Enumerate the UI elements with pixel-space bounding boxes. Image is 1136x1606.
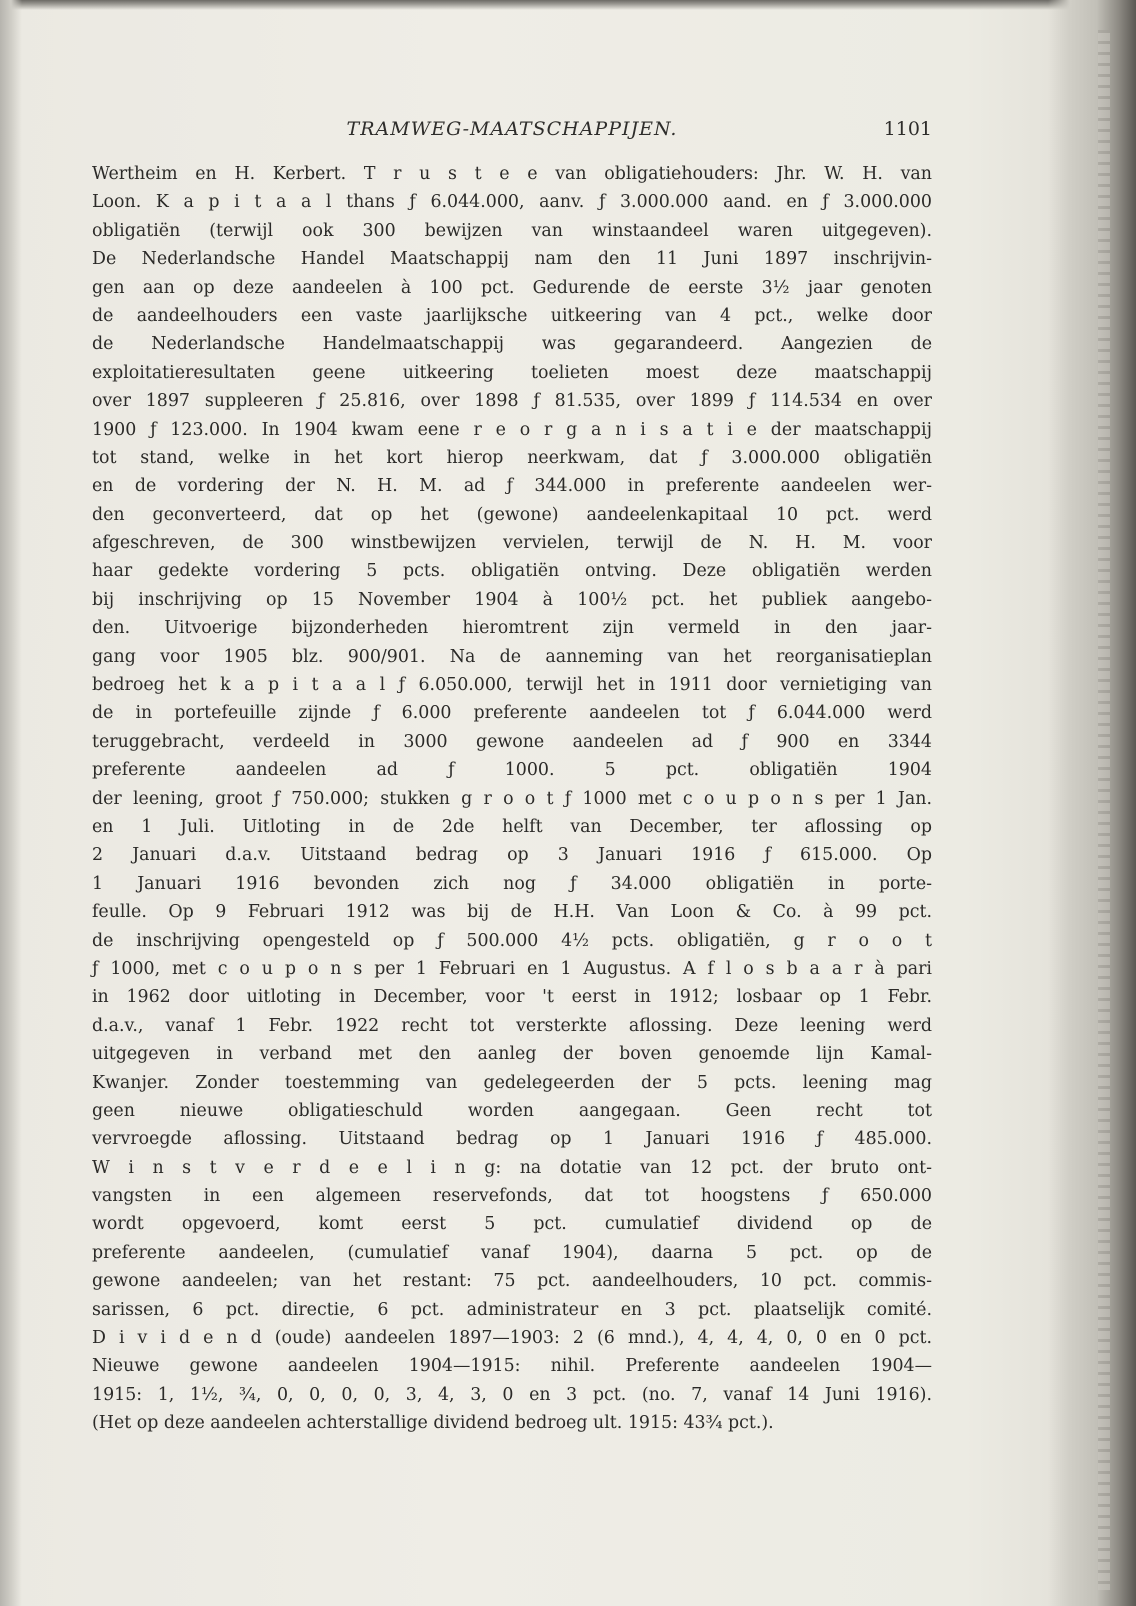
text-line: W i n s t v e r d e e l i n g: na dotatie van 12 pct. der bruto ont- (92, 1157, 932, 1178)
text-line: (Het op deze aandeelen achterstallige dividend bedroeg ult. 1915: 43¾ pct.). (92, 1413, 774, 1434)
text-line: en 1 Juli. Uitloting in de 2de helft van December, ter aflossing op (92, 816, 932, 837)
text-line: 1 Januari 1916 bevonden zich nog ƒ 34.000 obligatiën in porte- (92, 873, 932, 894)
page-header (92, 118, 932, 148)
text-line: d.a.v., vanaf 1 Febr. 1922 recht tot versterkte aflossing. Deze leening werd (92, 1015, 932, 1036)
text-line: exploitatieresultaten geene uitkeering toelieten moest deze maatschappij (92, 362, 932, 383)
text-line: 2 Januari d.a.v. Uitstaand bedrag op 3 Januari 1916 ƒ 615.000. Op (92, 845, 932, 866)
text-line: vervroegde aflossing. Uitstaand bedrag op 1 Januari 1916 ƒ 485.000. (92, 1129, 932, 1150)
text-line: geen nieuwe obligatieschuld worden aangegaan. Geen recht tot (92, 1100, 932, 1121)
text-line: feulle. Op 9 Februari 1912 was bij de H.H. Van Loon & Co. à 99 pct. (92, 902, 932, 923)
text-line: 1900 ƒ 123.000. In 1904 kwam eene r e o r g a n i s a t i e der maatschappij (92, 419, 932, 440)
text-line: gewone aandeelen; van het restant: 75 pct. aandeelhouders, 10 pct. commis- (92, 1271, 932, 1292)
text-line: 1915: 1, 1½, ¾, 0, 0, 0, 0, 3, 4, 3, 0 en 3 pct. (no. 7, vanaf 14 Juni 1916). (92, 1384, 932, 1405)
text-line: bedroeg het k a p i t a a l ƒ 6.050.000, terwijl het in 1911 door vernietiging van (92, 675, 932, 696)
text-line: gang voor 1905 blz. 900/901. Na de aanneming van het reorganisatieplan (92, 646, 932, 667)
text-line: uitgegeven in verband met den aanleg der boven genoemde lijn Kamal- (92, 1044, 932, 1065)
text-line: Nieuwe gewone aandeelen 1904—1915: nihil. Preferente aandeelen 1904— (92, 1356, 932, 1377)
text-line: der leening, groot ƒ 750.000; stukken g r o o t ƒ 1000 met c o u p o n s per 1 Jan. (92, 788, 932, 809)
adjacent-page-edge (1098, 30, 1110, 1590)
text-line: den. Uitvoerige bijzonderheden hieromtrent zijn vermeld in den jaar- (92, 618, 932, 639)
text-line: bij inschrijving op 15 November 1904 à 100½ pct. het publiek aangebo- (92, 589, 932, 610)
running-title: TRAMWEG-MAATSCHAPPIJEN. (346, 118, 678, 140)
text-line: vangsten in een algemeen reservefonds, dat tot hoogstens ƒ 650.000 (92, 1186, 932, 1207)
page-number: 1101 (883, 118, 932, 140)
text-line: preferente aandeelen ad ƒ 1000. 5 pct. obligatiën 1904 (92, 760, 932, 781)
text-line: de aandeelhouders een vaste jaarlijksche uitkeering van 4 pct., welke door (92, 305, 932, 326)
text-line: in 1962 door uitloting in December, voor 't eerst in 1912; losbaar op 1 Febr. (92, 987, 932, 1008)
text-line: de Nederlandsche Handelmaatschappij was gegarandeerd. Aangezien de (92, 334, 932, 355)
text-line: gen aan op deze aandeelen à 100 pct. Gedurende de eerste 3½ jaar genoten (92, 277, 932, 298)
text-line: obligatiën (terwijl ook 300 bewijzen van winstaandeel waren uitgegeven). (92, 220, 932, 241)
text-line: teruggebracht, verdeeld in 3000 gewone aandeelen ad ƒ 900 en 3344 (92, 731, 932, 752)
page-top-shadow (0, 0, 1136, 10)
text-line: de inschrijving opengesteld op ƒ 500.000 4½ pcts. obligatiën, g r o o t (92, 930, 932, 951)
text-line: den geconverteerd, dat op het (gewone) aandeelenkapitaal 10 pct. werd (92, 504, 932, 525)
page-left-edge (0, 0, 22, 1606)
text-line: Loon. K a p i t a a l thans ƒ 6.044.000, aanv. ƒ 3.000.000 aand. en ƒ 3.000.000 (92, 192, 932, 213)
text-line: wordt opgevoerd, komt eerst 5 pct. cumulatief dividend op de (92, 1214, 932, 1235)
text-line: Kwanjer. Zonder toestemming van gedelegeerden der 5 pcts. leening mag (92, 1072, 932, 1093)
body-text (92, 160, 932, 1438)
text-line: tot stand, welke in het kort hierop neerkwam, dat ƒ 3.000.000 obligatiën (92, 447, 932, 468)
text-line: afgeschreven, de 300 winstbewijzen vervielen, terwijl de N. H. M. voor (92, 533, 932, 554)
text-line: de in portefeuille zijnde ƒ 6.000 preferente aandeelen tot ƒ 6.044.000 werd (92, 703, 932, 724)
text-line: De Nederlandsche Handel Maatschappij nam den 11 Juni 1897 inschrijvin- (92, 249, 932, 270)
book-gutter-edge (1048, 0, 1136, 1606)
text-line: en de vordering der N. H. M. ad ƒ 344.000 in preferente aandeelen wer- (92, 476, 932, 497)
text-line: D i v i d e n d (oude) aandeelen 1897—1903: 2 (6 mnd.), 4, 4, 4, 0, 0 en 0 pct. (92, 1328, 932, 1349)
text-line: over 1897 suppleeren ƒ 25.816, over 1898 ƒ 81.535, over 1899 ƒ 114.534 en over (92, 391, 932, 412)
text-line: preferente aandeelen, (cumulatief vanaf 1904), daarna 5 pct. op de (92, 1242, 932, 1263)
text-line: Wertheim en H. Kerbert. T r u s t e e van obligatiehouders: Jhr. W. H. van (92, 164, 932, 184)
text-line: haar gedekte vordering 5 pcts. obligatiën ontving. Deze obligatiën werden (92, 561, 932, 582)
text-line: sarissen, 6 pct. directie, 6 pct. administrateur en 3 pct. plaatselijk comité. (92, 1299, 932, 1320)
text-line: ƒ 1000, met c o u p o n s per 1 Februari en 1 Augustus. A f l o s b a a r à pari (92, 958, 932, 979)
